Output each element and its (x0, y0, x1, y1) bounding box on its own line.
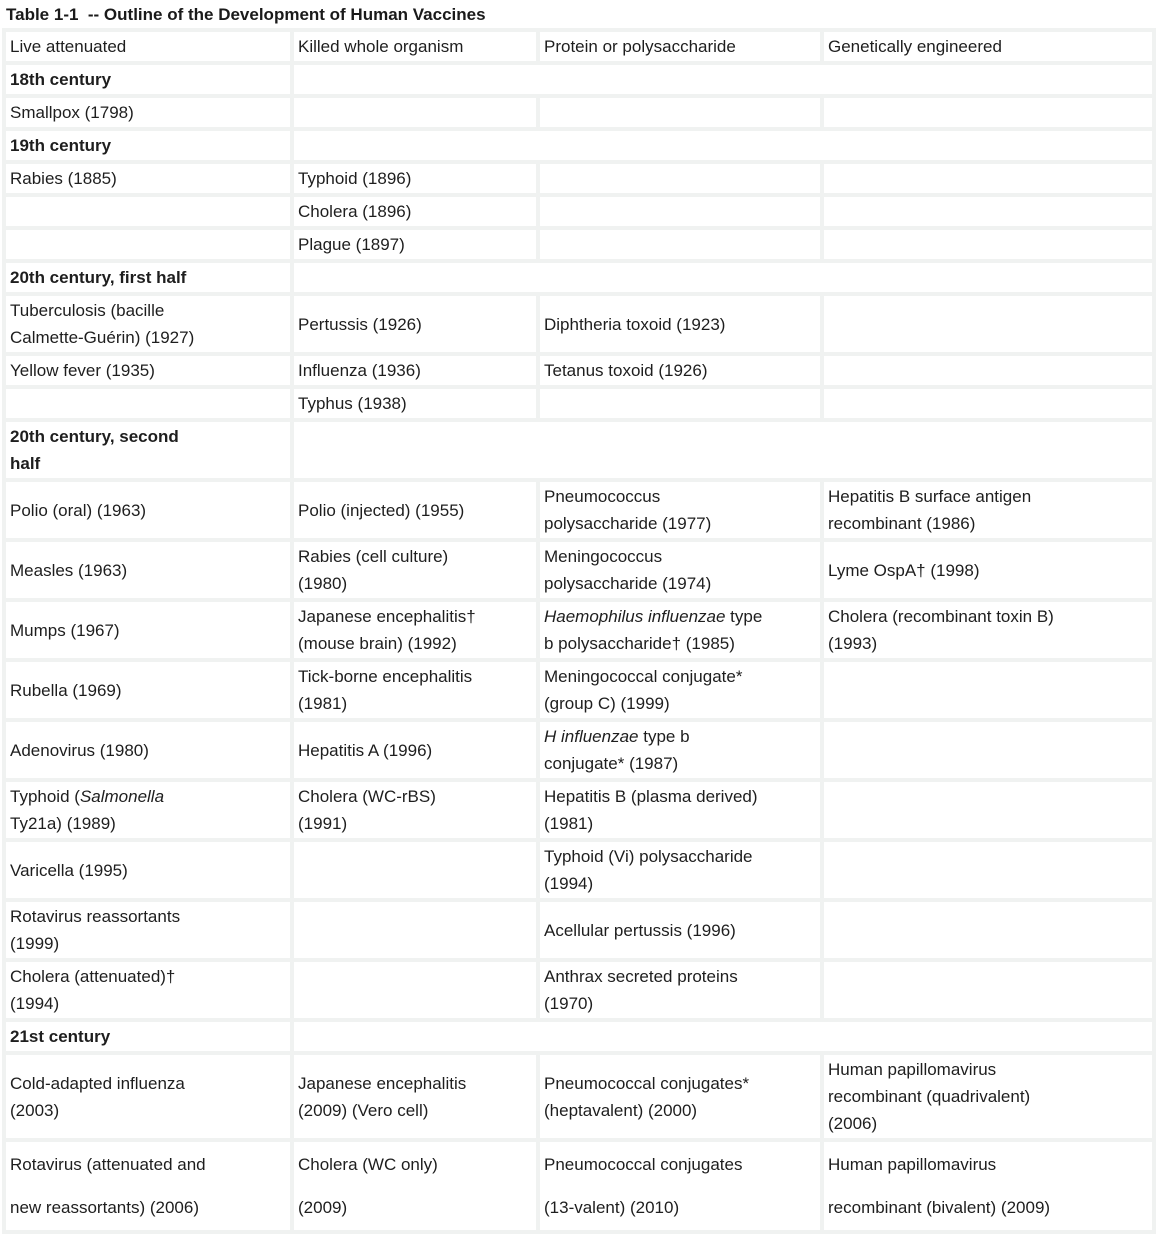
vaccine-cell: Anthrax secreted proteins (1970) (538, 960, 822, 1020)
section-header-cell: 20th century, first half (4, 261, 292, 294)
vaccine-cell (538, 162, 822, 195)
column-header: Genetically engineered (822, 30, 1154, 63)
vaccine-cell: Typhoid (Vi) polysaccharide (1994) (538, 840, 822, 900)
table-title: Table 1-1 -- Outline of the Development of Human Vaccines (6, 5, 486, 24)
table-row (4, 162, 1154, 195)
vaccine-cell: Human papillomavirus recombinant (bivalent) (2009) (822, 1140, 1154, 1232)
vaccine-cell (292, 840, 538, 900)
table-row (4, 480, 1154, 540)
section-row (4, 1020, 1154, 1053)
vaccine-cell: Human papillomavirus recombinant (quadrivalent) (2006) (822, 1053, 1154, 1140)
vaccine-cell: Hepatitis B (plasma derived) (1981) (538, 780, 822, 840)
table-row (4, 540, 1154, 600)
vaccine-cell: H influenzae type b conjugate* (1987) (538, 720, 822, 780)
vaccine-cell: Haemophilus influenzae type b polysaccharide† (1985) (538, 600, 822, 660)
vaccine-cell (538, 96, 822, 129)
table-row (4, 660, 1154, 720)
vaccine-cell: Hepatitis B surface antigen recombinant (1986) (822, 480, 1154, 540)
table-row (4, 720, 1154, 780)
vaccine-cell (822, 294, 1154, 354)
vaccine-cell (822, 780, 1154, 840)
section-spacer-cell (292, 63, 1154, 96)
section-row (4, 63, 1154, 96)
vaccine-cell: Rotavirus (attenuated and new reassortants) (2006) (4, 1140, 292, 1232)
vaccine-development-table (2, 28, 1156, 1234)
section-header-cell: 19th century (4, 129, 292, 162)
vaccine-cell: Cold-adapted influenza (2003) (4, 1053, 292, 1140)
table-row (4, 960, 1154, 1020)
table-row (4, 840, 1154, 900)
vaccine-cell (822, 195, 1154, 228)
vaccine-cell (292, 900, 538, 960)
vaccine-cell: Rabies (1885) (4, 162, 292, 195)
section-header-cell: 20th century, second half (4, 420, 292, 480)
vaccine-cell (822, 228, 1154, 261)
vaccine-cell: Pertussis (1926) (292, 294, 538, 354)
vaccine-cell: Meningococcal conjugate* (group C) (1999) (538, 660, 822, 720)
vaccine-cell: Plague (1897) (292, 228, 538, 261)
vaccine-cell (4, 195, 292, 228)
vaccine-cell: Cholera (recombinant toxin B) (1993) (822, 600, 1154, 660)
vaccine-cell: Japanese encephalitis (2009) (Vero cell) (292, 1053, 538, 1140)
vaccine-cell: Typhus (1938) (292, 387, 538, 420)
section-spacer-cell (292, 1020, 1154, 1053)
vaccine-cell (822, 900, 1154, 960)
vaccine-table-body (4, 30, 1154, 1232)
vaccine-cell (822, 660, 1154, 720)
section-spacer-cell (292, 129, 1154, 162)
table-row (4, 294, 1154, 354)
column-header: Live attenuated (4, 30, 292, 63)
vaccine-cell (538, 228, 822, 261)
vaccine-cell: Hepatitis A (1996) (292, 720, 538, 780)
vaccine-cell (822, 96, 1154, 129)
vaccine-cell: Tetanus toxoid (1926) (538, 354, 822, 387)
vaccine-cell: Rotavirus reassortants (1999) (4, 900, 292, 960)
table-row (4, 96, 1154, 129)
vaccine-cell: Polio (injected) (1955) (292, 480, 538, 540)
section-spacer-cell (292, 261, 1154, 294)
vaccine-cell: Rubella (1969) (4, 660, 292, 720)
section-spacer-cell (292, 420, 1154, 480)
vaccine-cell (538, 387, 822, 420)
vaccine-cell: Pneumococcal conjugates (13-valent) (2010) (538, 1140, 822, 1232)
vaccine-cell (4, 387, 292, 420)
column-header: Protein or polysaccharide (538, 30, 822, 63)
vaccine-cell: Typhoid (Salmonella Ty21a) (1989) (4, 780, 292, 840)
vaccine-cell: Lyme OspA† (1998) (822, 540, 1154, 600)
table-row (4, 600, 1154, 660)
column-header: Killed whole organism (292, 30, 538, 63)
section-row (4, 129, 1154, 162)
vaccine-cell (822, 960, 1154, 1020)
table-row (4, 1053, 1154, 1140)
vaccine-cell: Diphtheria toxoid (1923) (538, 294, 822, 354)
vaccine-cell: Rabies (cell culture) (1980) (292, 540, 538, 600)
vaccine-cell: Tick-borne encephalitis (1981) (292, 660, 538, 720)
vaccine-cell: Japanese encephalitis† (mouse brain) (1992) (292, 600, 538, 660)
vaccine-cell: Cholera (WC only) (2009) (292, 1140, 538, 1232)
vaccine-cell: Acellular pertussis (1996) (538, 900, 822, 960)
vaccine-cell (822, 387, 1154, 420)
table-row (4, 387, 1154, 420)
vaccine-cell: Typhoid (1896) (292, 162, 538, 195)
vaccine-cell: Tuberculosis (bacille Calmette-Guérin) (1927) (4, 294, 292, 354)
vaccine-cell (822, 354, 1154, 387)
vaccine-cell: Cholera (1896) (292, 195, 538, 228)
section-row (4, 261, 1154, 294)
vaccine-cell: Mumps (1967) (4, 600, 292, 660)
table-row (4, 1140, 1154, 1232)
table-row (4, 228, 1154, 261)
vaccine-cell (538, 195, 822, 228)
vaccine-cell: Cholera (WC-rBS) (1991) (292, 780, 538, 840)
vaccine-cell: Influenza (1936) (292, 354, 538, 387)
vaccine-cell: Yellow fever (1935) (4, 354, 292, 387)
vaccine-cell: Adenovirus (1980) (4, 720, 292, 780)
vaccine-cell: Polio (oral) (1963) (4, 480, 292, 540)
vaccine-cell (822, 840, 1154, 900)
table-row (4, 900, 1154, 960)
table-row (4, 195, 1154, 228)
vaccine-cell: Smallpox (1798) (4, 96, 292, 129)
vaccine-cell: Measles (1963) (4, 540, 292, 600)
vaccine-cell: Meningococcus polysaccharide (1974) (538, 540, 822, 600)
section-header-cell: 18th century (4, 63, 292, 96)
table-header-row (4, 30, 1154, 63)
vaccine-cell: Varicella (1995) (4, 840, 292, 900)
table-row (4, 780, 1154, 840)
section-header-cell: 21st century (4, 1020, 292, 1053)
vaccine-cell (822, 162, 1154, 195)
section-row (4, 420, 1154, 480)
vaccine-cell: Pneumococcus polysaccharide (1977) (538, 480, 822, 540)
vaccine-cell (292, 96, 538, 129)
vaccine-cell: Pneumococcal conjugates* (heptavalent) (2000) (538, 1053, 822, 1140)
table-row (4, 354, 1154, 387)
vaccine-cell: Cholera (attenuated)† (1994) (4, 960, 292, 1020)
vaccine-cell (822, 720, 1154, 780)
vaccine-cell (4, 228, 292, 261)
vaccine-cell (292, 960, 538, 1020)
